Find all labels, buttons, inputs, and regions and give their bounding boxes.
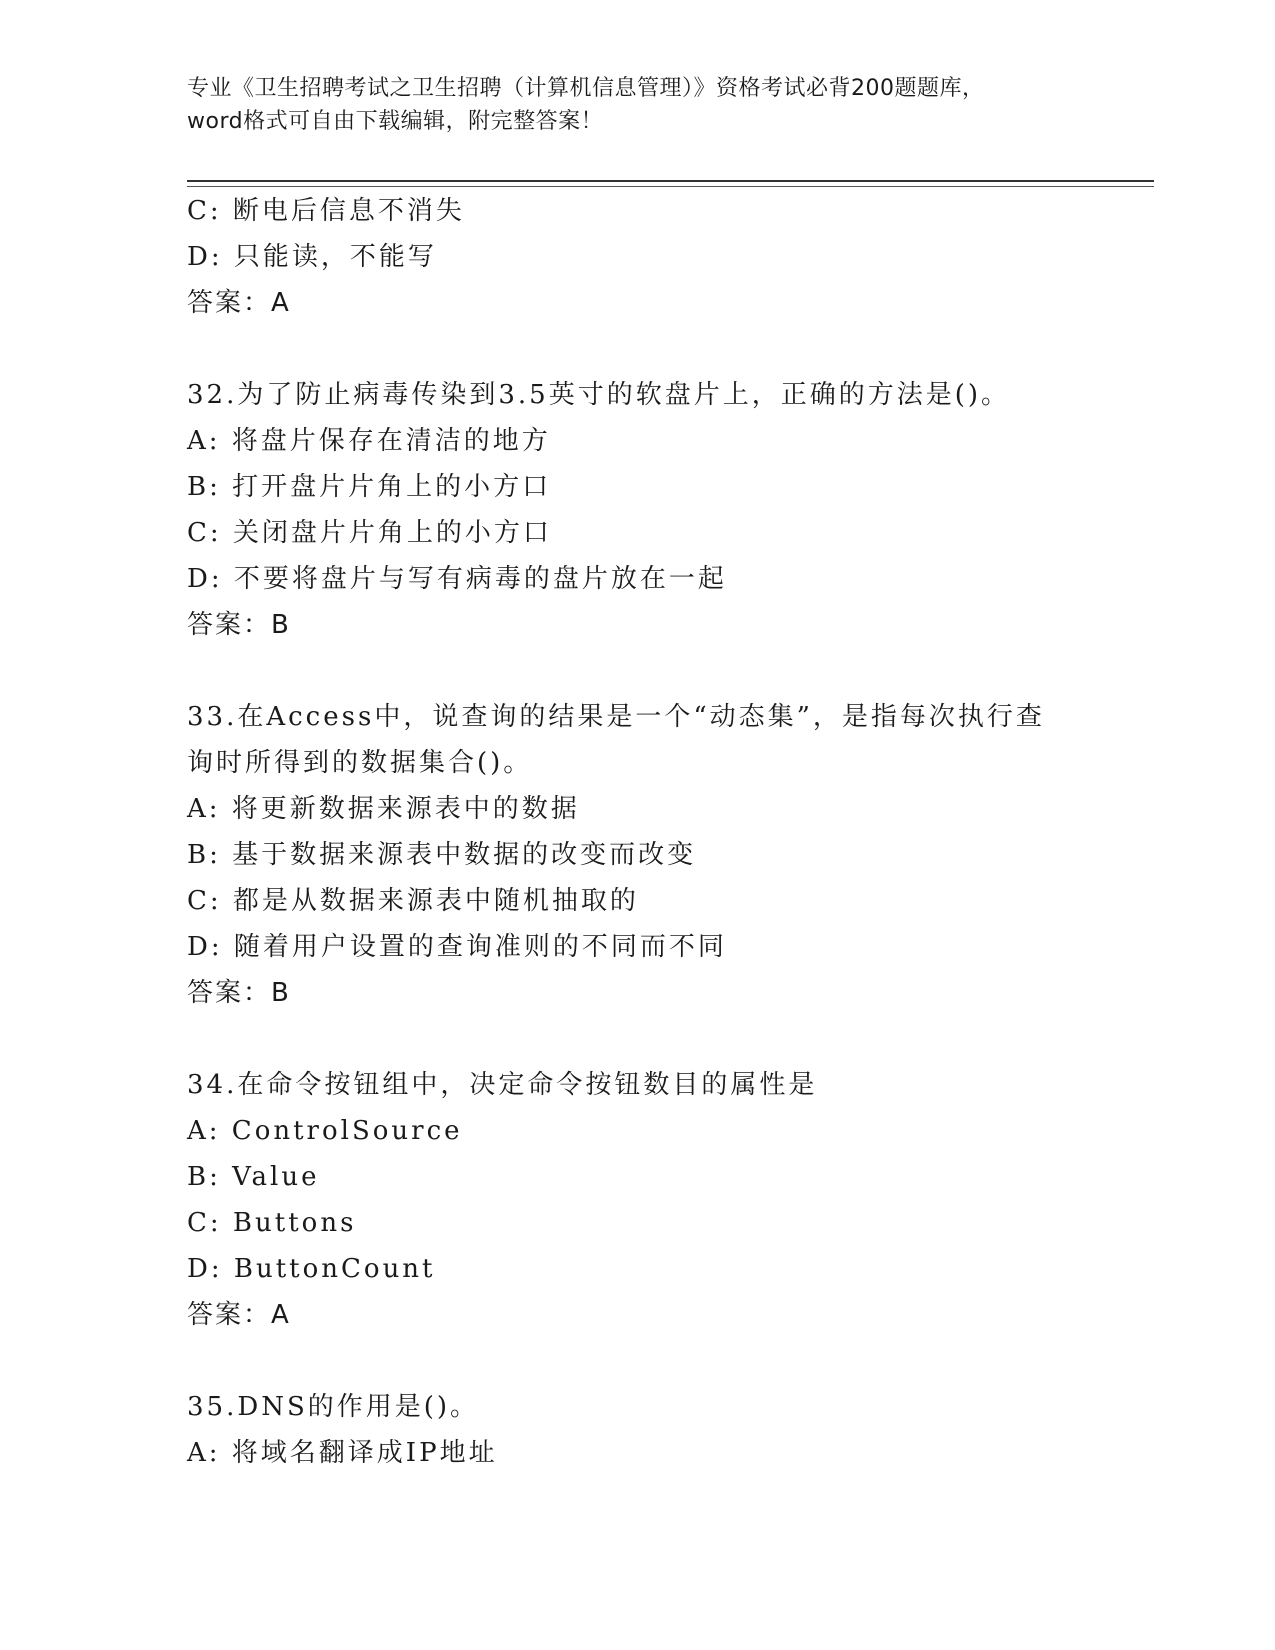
question-block-34 (187, 1062, 1107, 1338)
spacer (187, 648, 1107, 694)
option-d: D: 随着用户设置的查询准则的不同而不同 (187, 932, 727, 962)
option-c: C: 都是从数据来源表中随机抽取的 (187, 886, 639, 916)
option-a: A: 将域名翻译成IP地址 (187, 1438, 498, 1468)
answer-line: 答案：A (187, 1300, 291, 1330)
option-a: A: ControlSource (187, 1116, 463, 1146)
answer-line: 答案：B (187, 978, 291, 1008)
question-block-35 (187, 1384, 1107, 1476)
header-divider-thick (187, 180, 1154, 182)
question-list (187, 188, 1107, 1476)
document-header (187, 72, 1087, 138)
spacer (187, 1338, 1107, 1384)
question-stem-line-2: 询时所得到的数据集合()。 (187, 748, 533, 778)
header-divider-thin (187, 186, 1154, 187)
option-b: B: Value (187, 1162, 320, 1192)
question-stem-line-1: 33.在Access中，说查询的结果是一个“动态集”，是指每次执行查 (187, 702, 1045, 732)
option-c: C: Buttons (187, 1208, 357, 1238)
option-d: D: 只能读，不能写 (187, 242, 437, 272)
option-d: D: 不要将盘片与写有病毒的盘片放在一起 (187, 564, 727, 594)
option-a: A: 将盘片保存在清洁的地方 (187, 426, 551, 456)
header-title-line-1: 专业《卫生招聘考试之卫生招聘（计算机信息管理）》资格考试必背200题题库， (187, 76, 985, 101)
question-stem: 32.为了防止病毒传染到3.5英寸的软盘片上，正确的方法是()。 (187, 380, 1010, 410)
spacer (187, 1016, 1107, 1062)
option-b: B: 打开盘片片角上的小方口 (187, 472, 552, 502)
header-title-line-2: word格式可自由下载编辑，附完整答案！ (187, 109, 604, 134)
spacer (187, 326, 1107, 372)
option-d: D: ButtonCount (187, 1254, 436, 1284)
option-c: C: 断电后信息不消失 (187, 196, 465, 226)
question-block-32 (187, 372, 1107, 648)
question-block-33 (187, 694, 1107, 1016)
question-block-prev (187, 188, 1107, 326)
answer-line: 答案：A (187, 288, 291, 318)
option-c: C: 关闭盘片片角上的小方口 (187, 518, 552, 548)
option-a: A: 将更新数据来源表中的数据 (187, 794, 580, 824)
answer-line: 答案：B (187, 610, 291, 640)
option-b: B: 基于数据来源表中数据的改变而改变 (187, 840, 697, 870)
question-stem: 34.在命令按钮组中，决定命令按钮数目的属性是 (187, 1070, 818, 1100)
question-stem: 35.DNS的作用是()。 (187, 1392, 480, 1422)
